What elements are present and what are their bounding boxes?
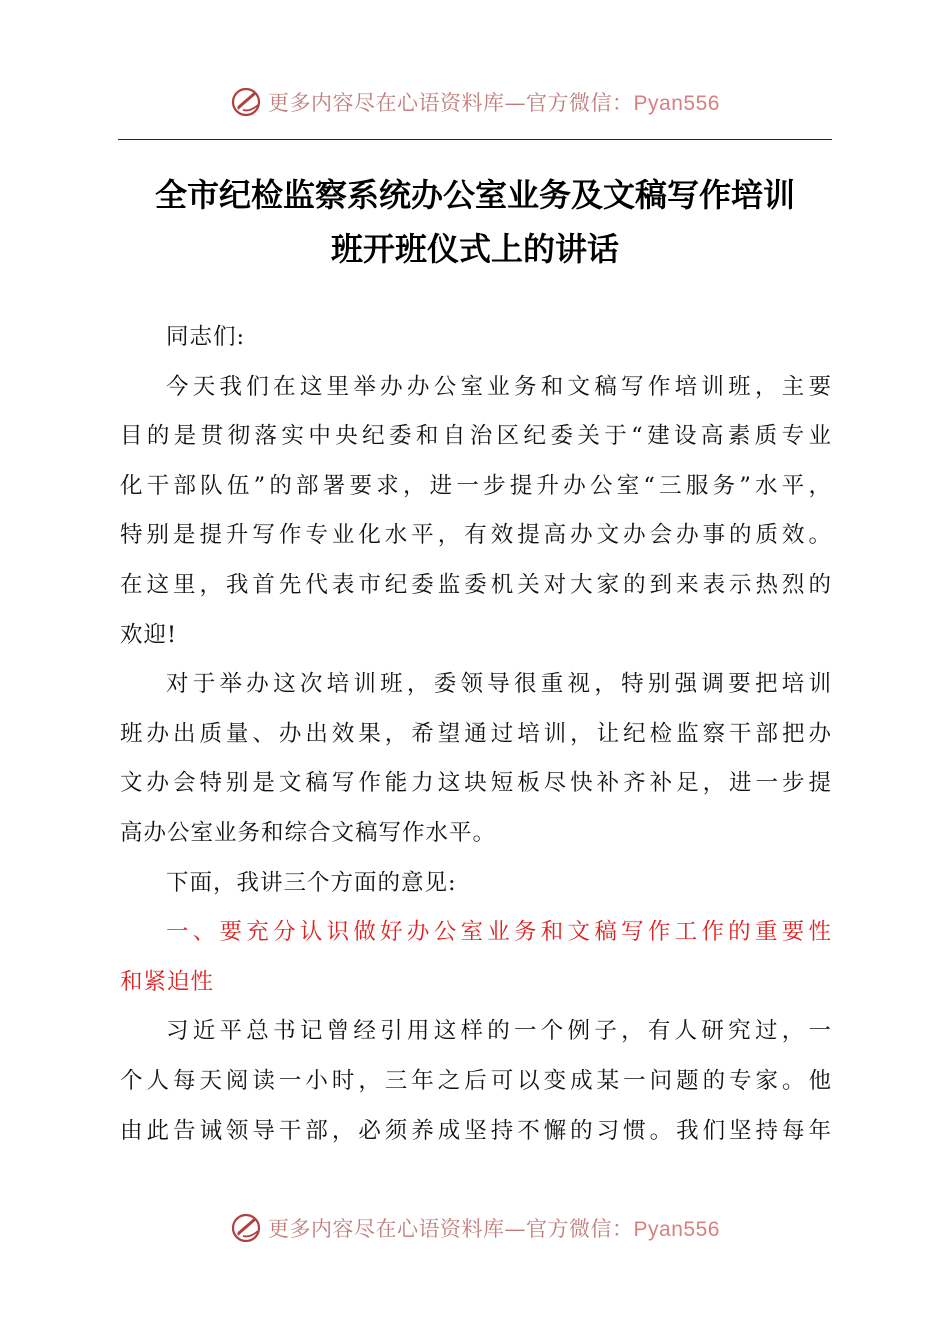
wechat-id: Pyan556	[633, 92, 720, 115]
paragraph-line: 下面，我讲三个方面的意见:	[166, 869, 457, 896]
title-line-1: 全市纪检监察系统办公室业务及文稿写作培训	[154, 176, 795, 214]
paragraph-line: 欢迎!	[120, 621, 178, 648]
document-body	[120, 313, 832, 1156]
banner-text: 更多内容尽在心语资料库—官方微信：Pyan556	[268, 91, 720, 115]
pen-logo-icon	[230, 1211, 264, 1245]
paragraph-line: 特别是提升写作专业化水平，有效提高办文办会办事的质效。	[120, 522, 832, 549]
paragraph-line: 目的是贯彻落实中央纪委和自治区纪委关于“建设高素质专业	[120, 423, 832, 450]
wechat-id: Pyan556	[633, 1218, 720, 1241]
paragraph-line: 化干部队伍”的部署要求，进一步提升办公室“三服务”水平，	[120, 472, 832, 499]
footer-banner	[0, 1208, 950, 1248]
paragraph-line: 高办公室业务和综合文稿写作水平。	[120, 819, 497, 846]
section-heading: 一、要充分认识做好办公室业务和文稿写作工作的重要性	[166, 919, 832, 946]
paragraph-line: 班办出质量、办出效果，希望通过培训，让纪检监察干部把办	[120, 720, 832, 747]
paragraph-line: 由此告诫领导干部，必须养成坚持不懈的习惯。我们坚持每年	[120, 1117, 832, 1144]
header-banner	[0, 82, 950, 122]
paragraph-line: 今天我们在这里举办办公室业务和文稿写作培训班，主要	[166, 373, 832, 400]
section-heading: 和紧迫性	[120, 968, 215, 995]
paragraph-line: 对于举办这次培训班，委领导很重视，特别强调要把培训	[166, 671, 832, 698]
banner-text: 更多内容尽在心语资料库—官方微信：Pyan556	[268, 1217, 720, 1241]
paragraph-line: 文办会特别是文稿写作能力这块短板尽快补齐补足，进一步提	[120, 770, 832, 797]
paragraph-line: 习近平总书记曾经引用这样的一个例子，有人研究过，一	[166, 1018, 832, 1045]
paragraph-line: 个人每天阅读一小时，三年之后可以变成某一问题的专家。他	[120, 1067, 832, 1094]
pen-logo-icon	[230, 85, 264, 119]
greeting: 同志们:	[166, 324, 246, 350]
title-line-2: 班开班仪式上的讲话	[330, 230, 619, 268]
header-rule	[118, 139, 832, 140]
document-title	[100, 168, 850, 276]
paragraph-line: 在这里，我首先代表市纪委监委机关对大家的到来表示热烈的	[120, 571, 832, 598]
